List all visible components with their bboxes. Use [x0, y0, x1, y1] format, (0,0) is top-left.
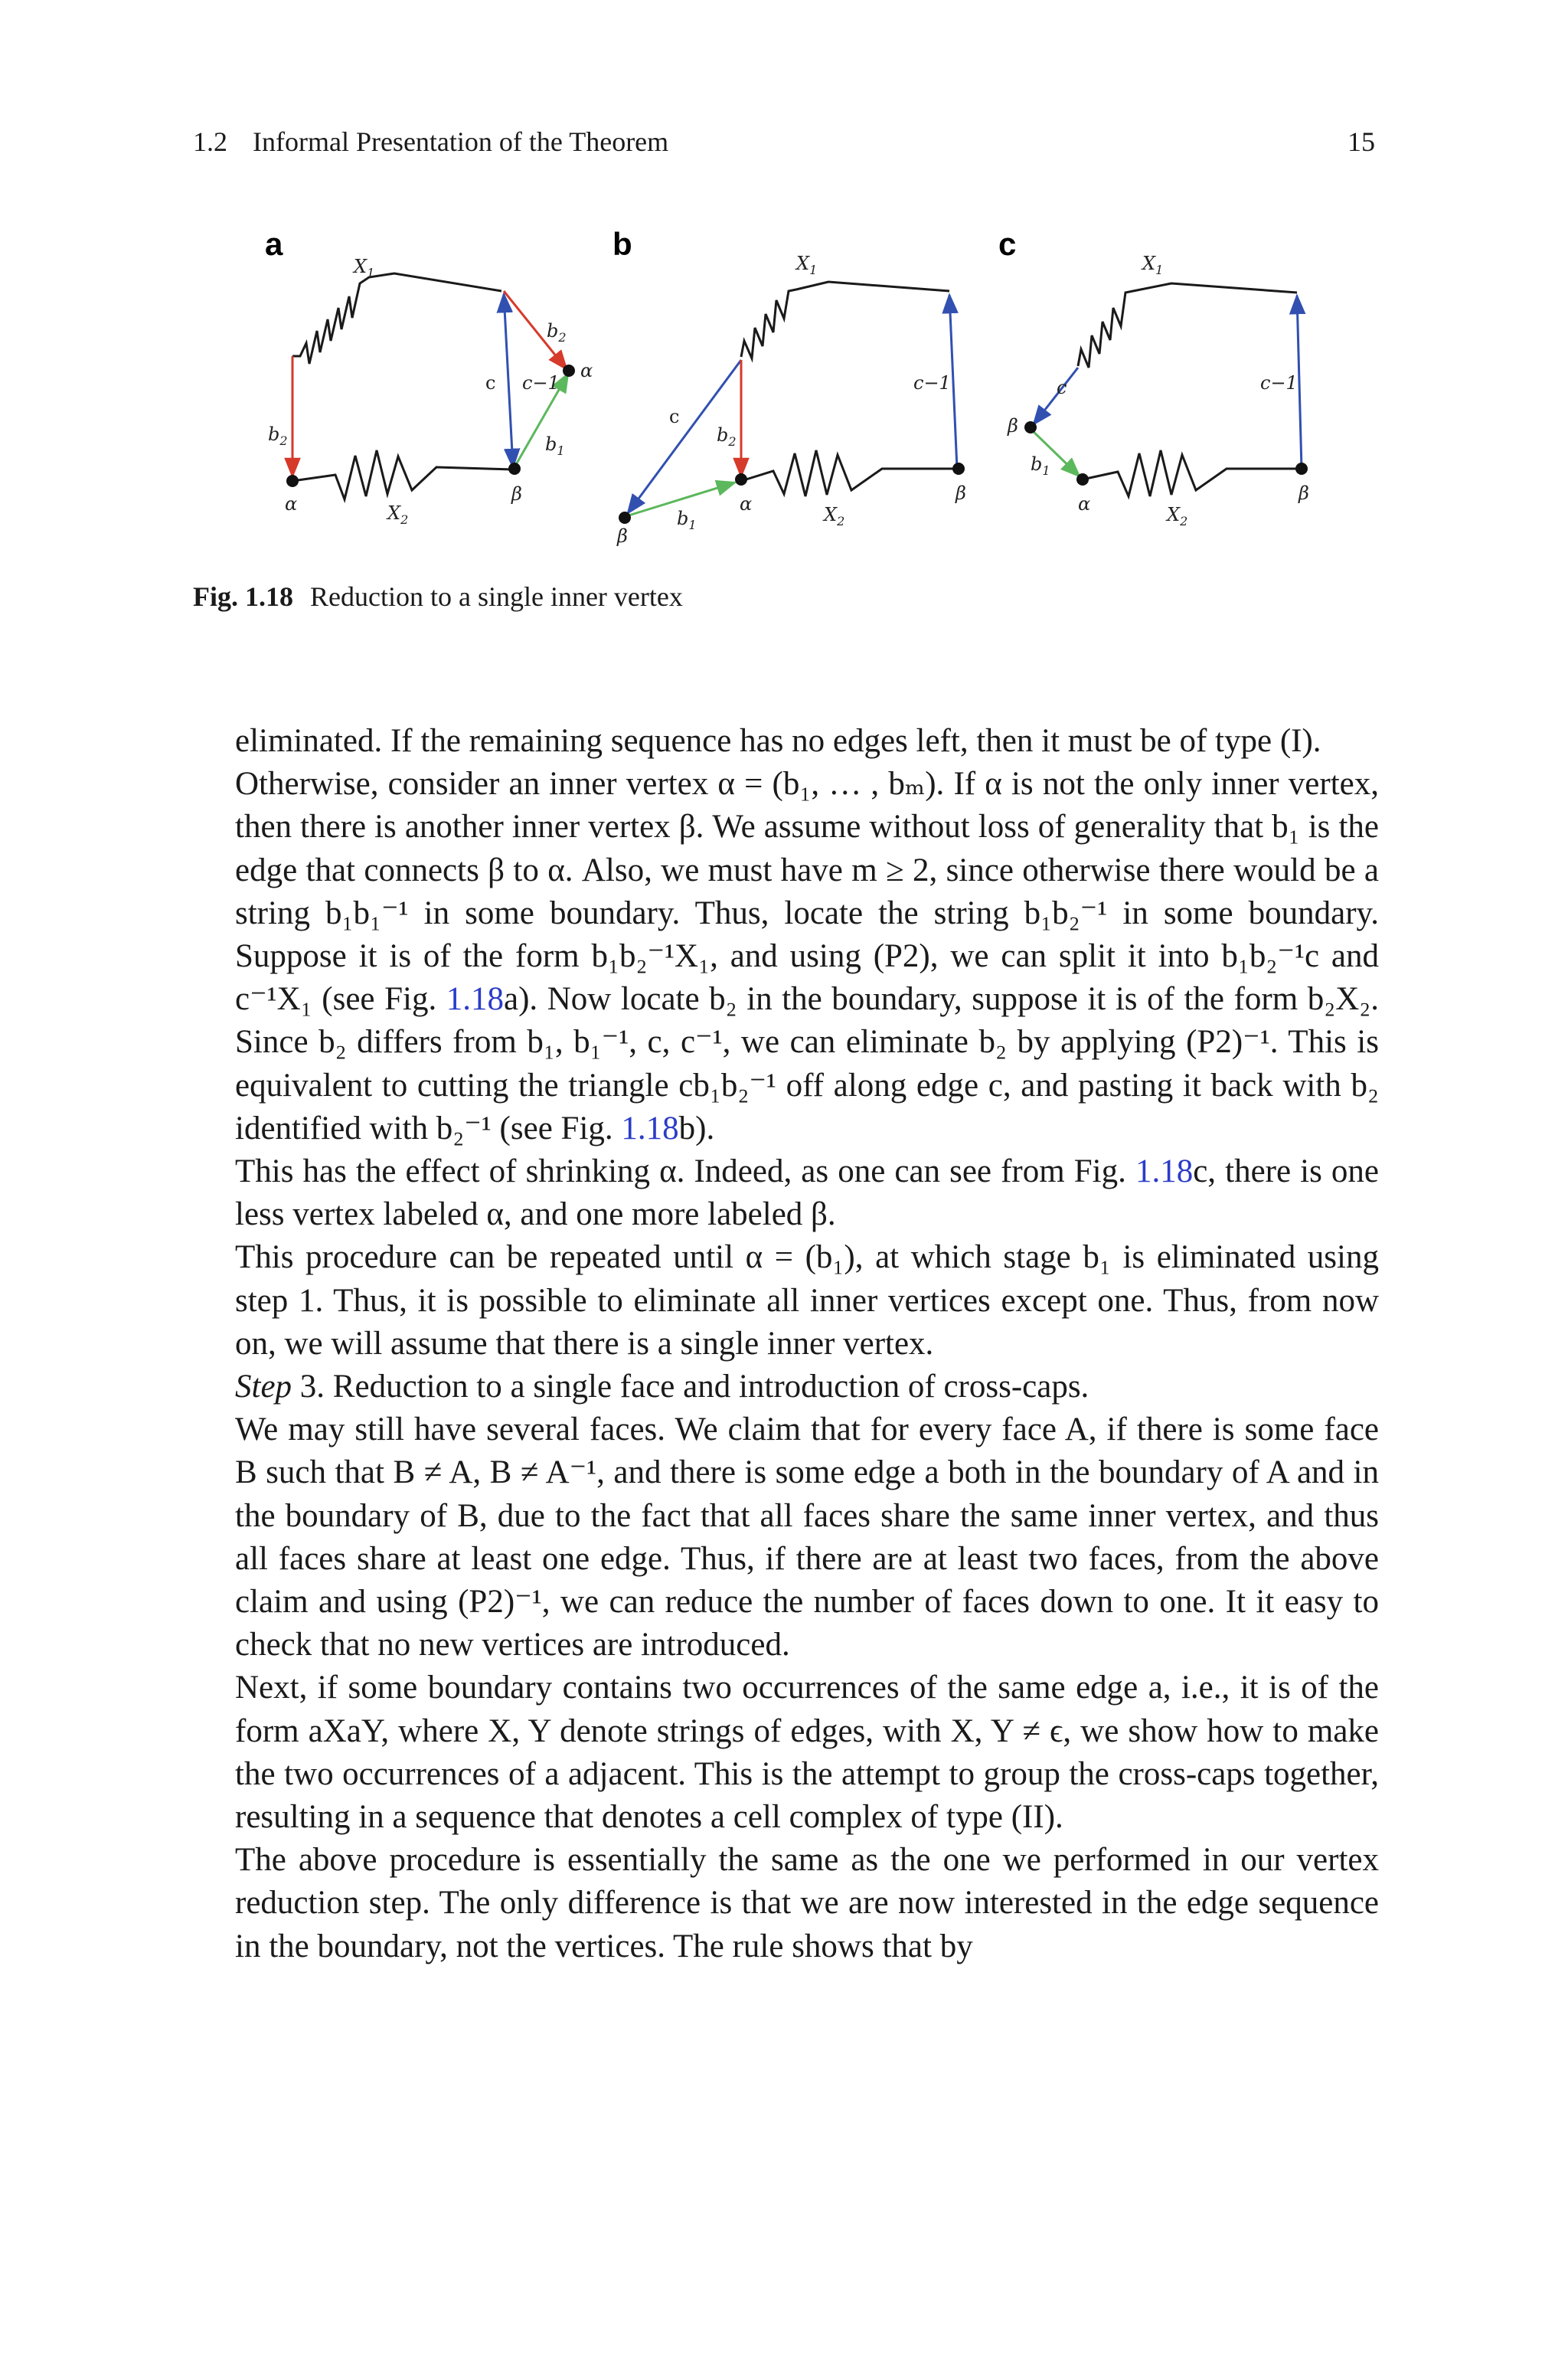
label-c: c [1057, 377, 1067, 398]
paragraph-7: Next, if some boundary contains two occurrences of the same edge a, i.e., it is of the form aXaY, where X, Y denote strings of edges, with X, Y ≠ ϵ, we show how to make the two occurrences of a adjacent. This is the attempt to group the cross-caps together, resulting in a sequence that denotes a cell complex of type (II). [235, 1670, 1379, 1836]
p3-text-2: c, there is one less vertex labeled α, and one more labeled β. [235, 1153, 1380, 1233]
vertex-beta-left [1024, 421, 1037, 433]
label-b1: $b_1$ [1031, 453, 1050, 478]
panel-letter-b: b [612, 226, 632, 262]
paragraph-8: The above procedure is essentially the same as the one we performed in our vertex reduction step. The only difference is that we are now interested in the edge sequence in the boundary, not the vertices. The rule shows that by [235, 1842, 1379, 1964]
running-header [193, 126, 1375, 158]
label-c-inverse: c−1 [1260, 372, 1298, 394]
paragraph-4: This procedure can be repeated until α = (b₁), at which stage b₁ is eliminated using step 1. Thus, it is possible to eliminate all inner vertices except one. Thus, from now on, we will assume that there is a single inner vertex. [235, 1239, 1379, 1362]
p2-text-1: Otherwise, consider an inner vertex α = (b₁, … , bₘ). If α is not the only inner vertex, then there is another inner vertex β. We assume without loss of generality that b₁ is the edge that connects β to α. Also, we must have m ≥ 2, since otherwise there would be a string b₁b₁⁻¹ in some boundary. Thus, locate the string b₁b₂⁻¹ in some boundary. Suppose it is of the form b₁b₂⁻¹X₁, and using (P2), we can split it into b₁b₂⁻¹c and c⁻¹X₁ (see Fig. [235, 766, 1379, 1018]
figure-caption [193, 581, 683, 613]
label-c: c [485, 372, 496, 394]
body-text [235, 720, 1379, 1968]
step-label: Step [235, 1369, 292, 1405]
label-x1: $X_1$ [1142, 253, 1164, 277]
label-c: c [669, 406, 680, 427]
header-left [193, 126, 668, 158]
p2-text-3: b). [678, 1110, 715, 1146]
figure-ref-link[interactable]: 1.18 [621, 1110, 679, 1146]
edge-x2-zigzag [741, 450, 959, 496]
label-x2: $X_2$ [1167, 504, 1188, 528]
figure-ref-link[interactable]: 1.18 [446, 981, 505, 1018]
label-b1: $b_1$ [677, 508, 697, 532]
edge-x2-zigzag [1083, 450, 1302, 496]
paragraph-3 [235, 1150, 1379, 1236]
edge-c [1034, 368, 1078, 424]
label-b2-diag: $b_2$ [547, 320, 567, 345]
vertex-beta [508, 463, 521, 475]
paragraph-2 [235, 763, 1379, 1150]
panel-letter-a: a [265, 226, 283, 262]
label-beta-right: β [1298, 482, 1309, 504]
label-b2: $b_2$ [717, 424, 737, 449]
step-text: 3. Reduction to a single face and introduction of cross-caps. [292, 1369, 1089, 1405]
paragraph-5 [235, 1366, 1379, 1408]
vertex-beta-right [1295, 463, 1308, 475]
figure-1-18 [230, 207, 1363, 567]
panel-c [998, 226, 1309, 528]
label-x2: $X_2$ [824, 504, 845, 528]
label-beta-left: β [617, 525, 628, 547]
label-alpha: α [1078, 493, 1091, 515]
vertex-alpha-left [286, 475, 299, 487]
p2-text-2: a). Now locate b₂ in the boundary, suppose it is of the form b₂X₂. Since b₂ differs from b₁, b₁⁻¹, c, c⁻¹, we can eliminate b₂ by applying (P2)⁻¹. This is equivalent to cutting the triangle cb₁b₂⁻¹ off along edge c, and pasting it back with b₂ identified with b₂⁻¹ (see Fig. [235, 981, 1379, 1146]
vertex-alpha-right [563, 365, 575, 377]
label-beta-right: β [956, 482, 966, 504]
label-beta-left: β [1008, 415, 1018, 437]
p3-text-1: This has the effect of shrinking α. Indeed, as one can see from Fig. [235, 1153, 1135, 1190]
panel-a [265, 226, 593, 527]
label-b2-left: $b_2$ [268, 424, 288, 448]
label-c-inverse: c−1 [913, 372, 951, 394]
label-x1: $X_1$ [354, 256, 375, 280]
panel-letter-c: c [998, 226, 1017, 262]
section-number: 1.2 [193, 126, 227, 157]
figure-label: Fig. 1.18 [193, 581, 293, 612]
label-alpha-left: α [285, 493, 298, 515]
label-alpha-right: α [580, 360, 593, 381]
edge-x1-zigzag [1078, 283, 1297, 368]
label-beta: β [511, 483, 522, 505]
vertex-alpha [735, 473, 747, 486]
vertex-beta-left [619, 512, 631, 524]
label-c-inverse: c−1 [522, 372, 560, 394]
page-number: 15 [1348, 126, 1375, 157]
label-b1: $b_1$ [545, 433, 565, 458]
paragraph-1: eliminated. If the remaining sequence has no edges left, then it must be of type (I). [235, 723, 1321, 759]
caption-text: Reduction to a single inner vertex [310, 581, 683, 612]
label-alpha: α [740, 493, 753, 515]
section-title: Informal Presentation of the Theorem [253, 126, 669, 157]
panel-b [612, 226, 966, 547]
vertex-alpha [1076, 473, 1089, 486]
edge-x1-zigzag [741, 282, 949, 358]
figure-ref-link[interactable]: 1.18 [1135, 1153, 1194, 1190]
edge-x1-zigzag [292, 273, 501, 364]
edge-x2-zigzag [292, 450, 513, 499]
label-x2: $X_2$ [387, 502, 409, 527]
vertex-beta-right [952, 463, 965, 475]
edge-c [504, 294, 513, 467]
edge-c-inverse [1297, 296, 1302, 469]
label-x1: $X_1$ [796, 253, 818, 277]
paragraph-6: We may still have several faces. We claim that for every face A, if there is some face B such that B ≠ A, B ≠ A⁻¹, and there is some edge a both in the boundary of A and in the boundary of B, due to the fact that all faces share the same inner vertex, and thus all faces share at least one edge. Thus, if there are at least two faces, from the above claim and using (P2)⁻¹, we can reduce the number of faces down to one. It it easy to check that no new vertices are introduced. [235, 1411, 1379, 1663]
